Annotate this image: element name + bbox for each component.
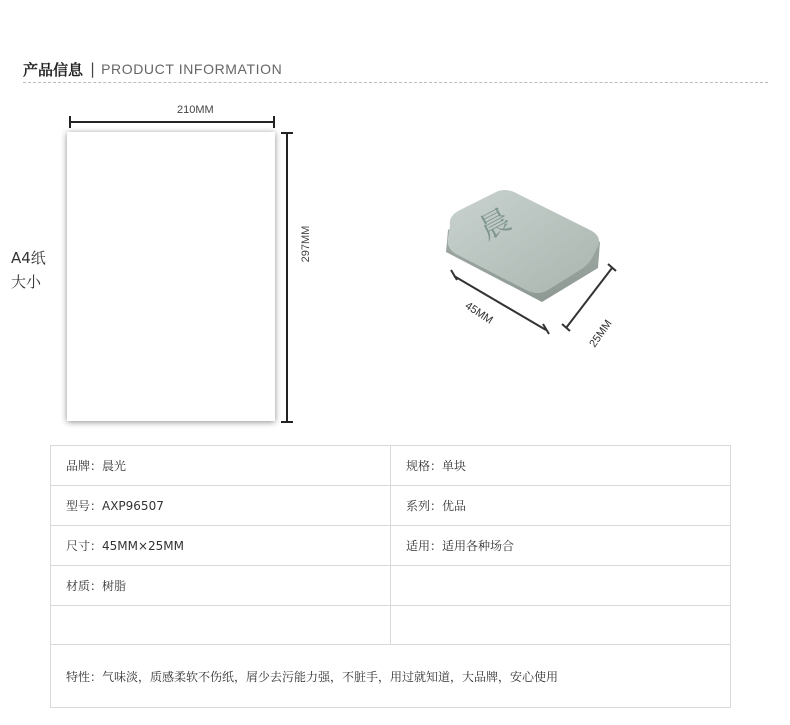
eraser-logo: 晨 <box>473 202 517 248</box>
section-title-cn: 产品信息 <box>23 60 84 79</box>
spec-size: 尺寸：45MM×25MM <box>51 526 391 566</box>
eraser-length-label: 45MM <box>462 299 495 327</box>
table-row <box>51 526 731 566</box>
spec-material: 材质：树脂 <box>51 566 391 606</box>
eraser-width-label: 25MM <box>587 317 615 350</box>
spec-model: 型号：AXP96507 <box>51 486 391 526</box>
table-row <box>51 645 731 708</box>
title-separator: | <box>90 60 96 78</box>
table-row <box>51 486 731 526</box>
table-row <box>51 446 731 486</box>
table-row <box>51 566 731 606</box>
spec-feature: 特性：气味淡，质感柔软不伤纸，屑少去污能力强，不脏手，用过就知道，大品牌，安心使用 <box>51 645 731 708</box>
table-row <box>51 606 731 645</box>
section-title-en: PRODUCT INFORMATION <box>101 61 283 77</box>
spec-empty-cell <box>51 606 391 645</box>
a4-size-label: A4纸 大小 <box>11 249 46 291</box>
spec-brand: 品牌：晨光 <box>51 446 391 486</box>
spec-series: 系列：优品 <box>391 486 731 526</box>
spec-table <box>50 445 731 708</box>
spec-empty-cell <box>391 606 731 645</box>
spec-spec: 规格：单块 <box>391 446 731 486</box>
spec-empty-cell <box>391 566 731 606</box>
spec-usage: 适用：适用各种场合 <box>391 526 731 566</box>
paper-width-label: 210MM <box>177 104 214 116</box>
paper-height-label: 297MM <box>300 225 312 263</box>
eraser-illustration <box>430 180 630 350</box>
